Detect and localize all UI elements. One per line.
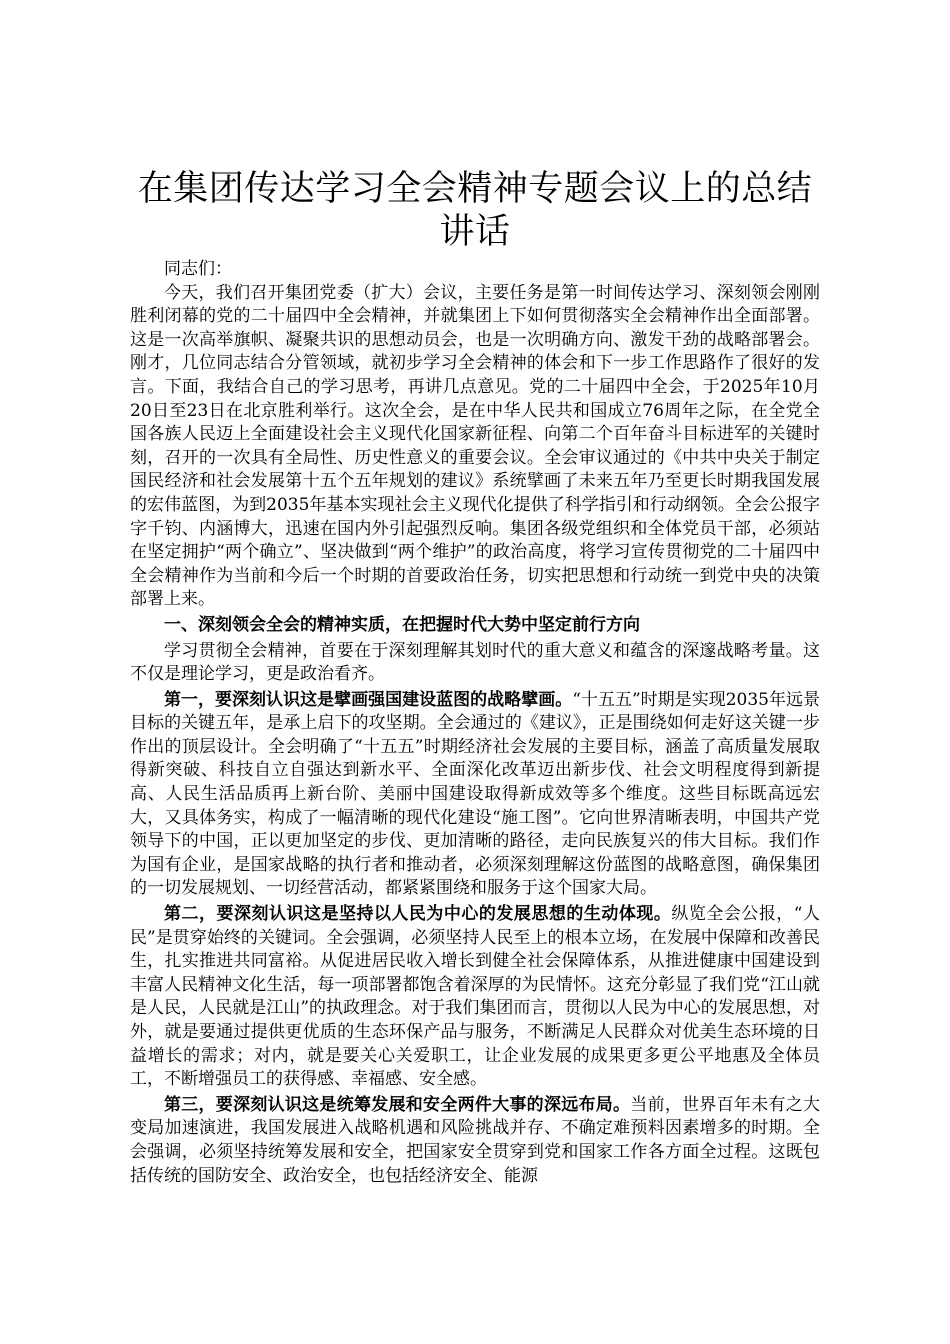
section-intro-paragraph: 学习贯彻全会精神，首要在于深刻理解其划时代的重大意义和蕴含的深邃战略考量。这不仅是理论学习，更是政治看齐。 [130,640,820,685]
point-paragraph [130,689,820,901]
point-lead: 第三，要深刻认识这是统筹发展和安全两件大事的深远布局。 [164,1094,631,1115]
point-body: “十五五”时期是实现2035年远景目标的关键五年，是承上启下的攻坚期。全会通过的《建议》，正是围绕如何走好这关键一步作出的顶层设计。全会明确了“十五五”时期经济社会发展的主要目标，涵盖了高质量发展取得新突破、科技自立自强达到新水平、全面深化改革迈出新步伐、社会文明程度得到新提高、人民生活品质再上新台阶、美丽中国建设取得新成效等多个维度。这些目标既高远宏大，又具体务实，构成了一幅清晰的现代化建设“施工图”。它向世界清晰表明，中国共产党领导下的中国，正以更加坚定的步伐、更加清晰的路径，走向民族复兴的伟大目标。我们作为国有企业，是国家战略的执行者和推动者，必须深刻理解这份蓝图的战略意图，确保集团的一切发展规划、一切经营活动，都紧紧围绕和服务于这个国家大局。 [130,689,821,899]
point-lead: 第二，要深刻认识这是坚持以人民为中心的发展思想的生动体现。 [164,904,672,925]
salutation: 同志们： [164,259,232,279]
point-body: 纵览全会公报，“人民”是贯穿始终的关键词。全会强调，必须坚持人民至上的根本立场，在发展中保障和改善民生，扎实推进共同富裕。从促进居民收入增长到健全社会保障体系，从推进健康中国建设到丰富人民精神文化生活，每一项部署都饱含着深厚的为民情怀。这充分彰显了我们党“江山就是人民，人民就是江山”的执政理念。对于我们集团而言，贯彻以人民为中心的发展思想，对外，就是要通过提供更优质的生态环保产品与服务，不断满足人民群众对优美生态环境的日益增长的需求；对内，就是要关心关爱职工，让企业发展的成果更多更公平地惠及全体员工，不断增强员工的获得感、幸福感、安全感。 [130,904,820,1090]
intro-paragraph: 今天，我们召开集团党委（扩大）会议，主要任务是第一时间传达学习、深刻领会刚刚胜利闭幕的党的二十届四中全会精神，并就集团上下如何贯彻落实全会精神作出全面部署。这是一次高举旗帜、凝聚共识的思想动员会，也是一次明确方向、激发干劲的战略部署会。刚才，几位同志结合分管领域，就初步学习全会精神的体会和下一步工作思路作了很好的发言。下面，我结合自己的学习思考，再讲几点意见。党的二十届四中全会，于2025年10月20日至23日在北京胜利举行。这次全会，是在中华人民共和国成立76周年之际，在全党全国各族人民迈上全面建设社会主义现代化国家新征程、向第二个百年奋斗目标进军的关键时刻，召开的一次具有全局性、历史性意义的重要会议。全会审议通过的《中共中央关于制定国民经济和社会发展第十五个五年规划的建议》系统擘画了未来五年乃至更长时期我国发展的宏伟蓝图，为到2035年基本实现社会主义现代化提供了科学指引和行动纲领。全会公报字字千钧、内涵博大，迅速在国内外引起强烈反响。集团各级党组织和全体党员干部，必须站在坚定拥护“两个确立”、坚决做到“两个维护”的政治高度，将学习宣传贯彻党的二十届四中全会精神作为当前和今后一个时期的首要政治任务，切实把思想和行动统一到党中央的决策部署上来。 [130,282,820,610]
point-lead: 第一，要深刻认识这是擘画强国建设蓝图的战略擘画。 [164,689,573,710]
section-heading: 一、深刻领会全会的精神实质，在把握时代大势中坚定前行方向 [164,614,640,635]
point-body: 当前，世界百年未有之大变局加速演进，我国发展进入战略机遇和风险挑战并存、不确定难预料因素增多的时期。全会强调，必须坚持统筹发展和安全，把国家安全贯穿到党和国家工作各方面全过程。这既包括传统的国防安全、政治安全，也包括经济安全、能源 [130,1094,820,1186]
document-title: 在集团传达学习全会精神专题会议上的总结讲话 [137,169,813,252]
point-paragraph [130,903,820,1092]
point-paragraph [130,1094,820,1188]
document-page [130,168,820,1188]
